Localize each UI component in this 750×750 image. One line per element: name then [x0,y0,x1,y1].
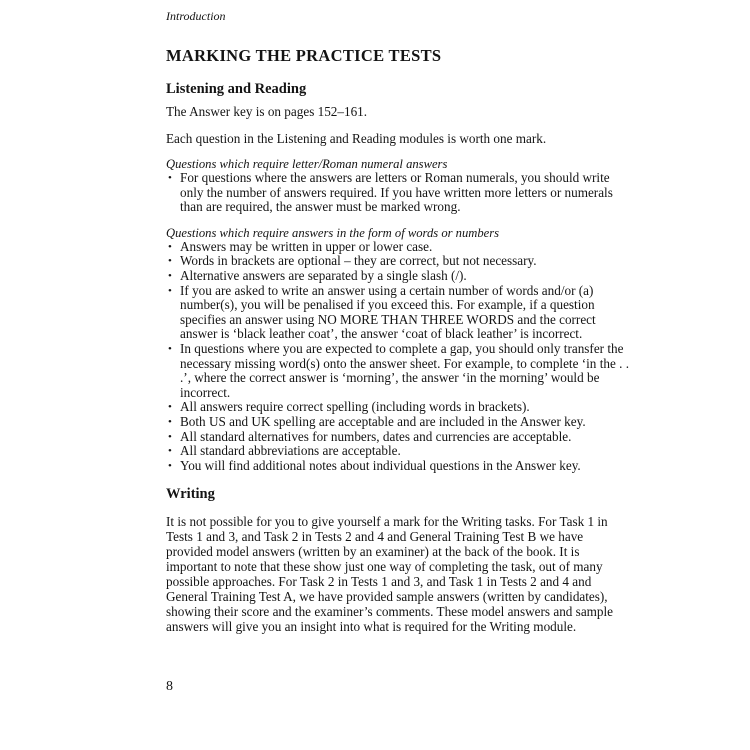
writing-paragraph: It is not possible for you to give yourself a mark for the Writing tasks. For Task 1 in Tests 1 and 3, and Task 2 in Tests 2 and 4 and General Training Test B we have provided model answers (written by an examiner) at the back of the book. It is important to note that these show just one way of completing the task, out of many possible approaches. For Task 2 in Tests 1 and 3, and Task 1 in Tests 2 and 4 and General Training Test A, we have provided sample answers (written by candidates), showing their score and the examiner’s comments. These model answers and sample answers will give you an insight into what is required for the Writing module. [166,514,614,635]
running-head: Introduction [166,9,226,23]
list-item: • Both US and UK spelling are acceptable and are included in the Answer key. [166,415,631,430]
list-item: • All standard alternatives for numbers, dates and currencies are acceptable. [166,430,631,445]
page-number: 8 [166,679,173,694]
answer-key-line: The Answer key is on pages 152–161. [166,104,368,119]
letter-answers-subheading: Questions which require letter/Roman numeral answers [166,157,448,171]
list-item: • Words in brackets are optional – they are correct, but not necessary. [166,254,631,269]
listening-reading-heading: Listening and Reading [166,81,307,97]
list-item: • For questions where the answers are letters or Roman numerals, you should write only the number of answers required. If you have written more letters or numerals than are required, the answer must be marked wrong. [166,171,631,215]
word-answers-list [166,240,631,474]
list-item: • You will find additional notes about individual questions in the Answer key. [166,459,631,474]
content [166,46,631,634]
letter-answers-list [166,171,631,215]
word-answers-subheading: Questions which require answers in the form of words or numbers [166,225,500,240]
list-item: • Alternative answers are separated by a single slash (/). [166,269,631,284]
list-item: • All answers require correct spelling (including words in brackets). [166,400,631,415]
writing-heading: Writing [166,486,215,503]
list-item: • In questions where you are expected to complete a gap, you should only transfer the necessary missing word(s) onto the answer sheet. For example, to complete ‘in the . . .’, where the correct answer is ‘morning’, the answer ‘in the morning’ would be incorrect. [166,342,631,400]
page-title: MARKING THE PRACTICE TESTS [166,46,442,65]
list-item: • If you are asked to write an answer using a certain number of words and/or (a) number(s), you will be penalised if you exceed this. For example, if a question specifies an answer using NO MORE THAN THREE WORDS and the correct answer is ‘black leather coat’, the answer ‘coat of black leather’ is incorrect. [166,284,631,342]
list-item: • All standard abbreviations are acceptable. [166,444,631,459]
list-item: • Answers may be written in upper or lower case. [166,240,631,255]
marks-line: Each question in the Listening and Reading modules is worth one mark. [166,131,547,146]
